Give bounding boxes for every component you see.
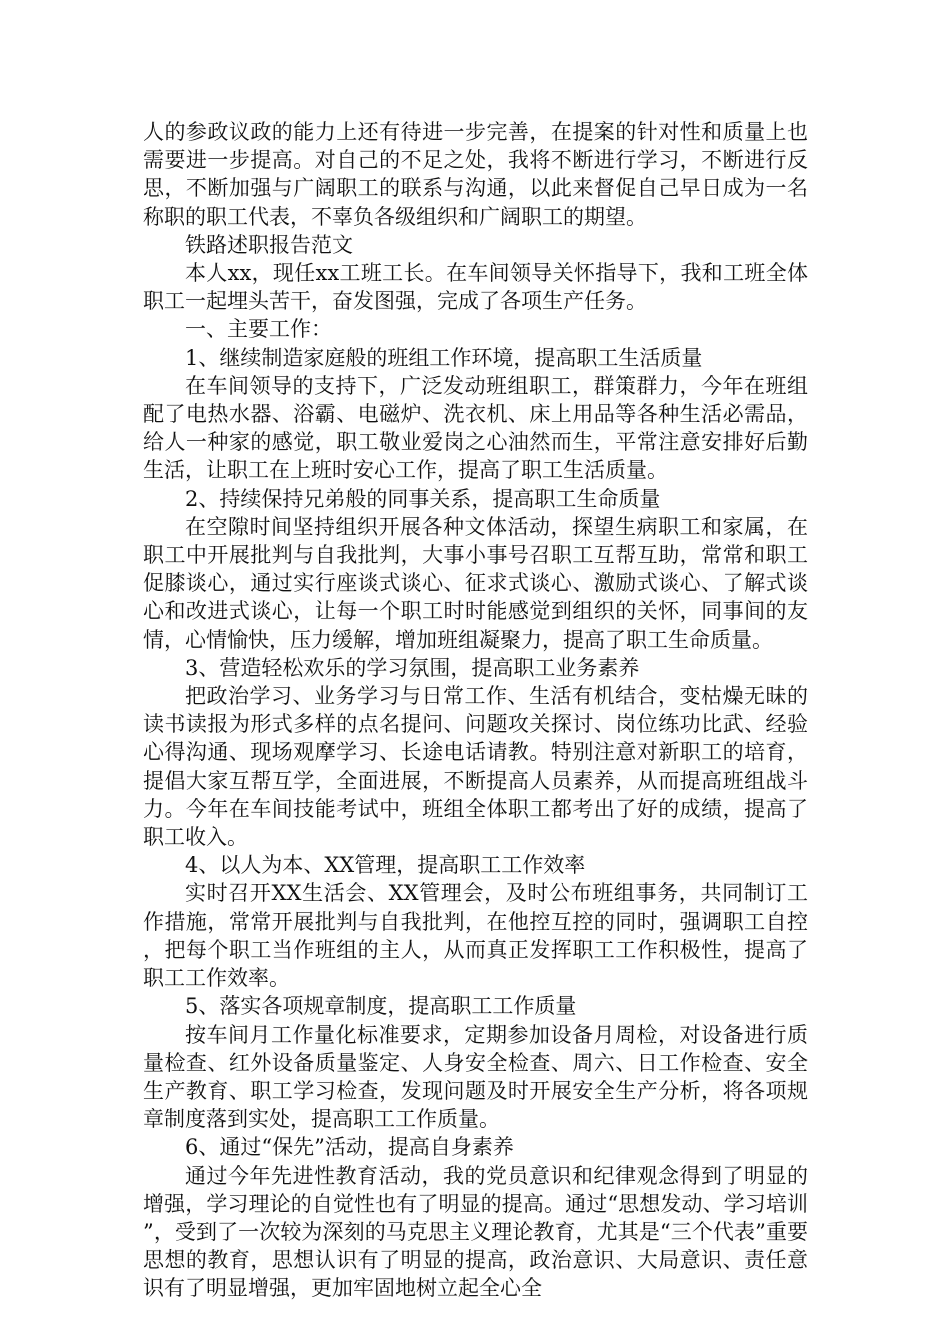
- paragraph: 本人xx，现任xx工班工长。在车间领导关怀指导下，我和工班全体职工一起埋头苦干，奋发图强，完成了各项生产任务。: [143, 261, 808, 314]
- paragraph: 通过今年先进性教育活动，我的党员意识和纪律观念得到了明显的增强，学习理论的自觉性也有了明显的提高。通过“思想发动、学习培训”，受到了一次较为深刻的马克思主义理论教育，尤其是“三个代表”重要思想的教育，思想认识有了明显的提高，政治意识、大局意识、责任意识有了明显增强，更加牢固地树立起全心全: [143, 1163, 808, 1301]
- paragraph: 5、落实各项规章制度，提高职工工作质量: [185, 994, 577, 1019]
- paragraph: 人的参政议政的能力上还有待进一步完善，在提案的针对性和质量上也需要进一步提高。对自己的不足之处，我将不断进行学习，不断进行反思，不断加强与广阔职工的联系与沟通，以此来督促自己早日成为一名称职的职工代表，不辜负各级组织和广阔职工的期望。: [143, 120, 808, 229]
- document-body: [143, 118, 808, 1303]
- paragraph: 1、继续制造家庭般的班组工作环境，提高职工生活质量: [185, 345, 703, 370]
- paragraph: 在车间领导的支持下，广泛发动班组职工，群策群力，今年在班组配了电热水器、浴霸、电磁炉、洗衣机、床上用品等各种生活必需品，给人一种家的感觉，职工敬业爱岗之心油然而生，平常注意安排好后勤生活，让职工在上班时安心工作，提高了职工生活质量。: [143, 373, 808, 483]
- paragraph: 4、以人为本、XX管理，提高职工工作效率: [185, 853, 586, 878]
- paragraph: 6、通过“保先”活动，提高自身素养: [185, 1135, 514, 1160]
- paragraph: 铁路述职报告范文: [185, 232, 353, 257]
- paragraph: 实时召开XX生活会、XX管理会，及时公布班组事务，共同制订工作措施，常常开展批判与自我批判，在他控互控的同时，强调职工自控，把每个职工当作班组的主人，从而真正发挥职工工作积极性，提高了职工工作效率。: [143, 881, 808, 991]
- paragraph: 2、持续保持兄弟般的同事关系，提高职工生命质量: [185, 486, 661, 511]
- paragraph: 在空隙时间坚持组织开展各种文体活动，探望生病职工和家属，在职工中开展批判与自我批判，大事小事号召职工互帮互助，常常和职工促膝谈心，通过实行座谈式谈心、征求式谈心、激励式谈心、了解式谈心和改进式谈心，让每一个职工时时能感觉到组织的关怀，同事间的友情，心情愉快，压力缓解，增加班组凝聚力，提高了职工生命质量。: [143, 514, 808, 652]
- paragraph: 一、主要工作：: [185, 317, 332, 342]
- paragraph: 3、营造轻松欢乐的学习氛围，提高职工业务素养: [185, 655, 640, 680]
- paragraph: 按车间月工作量化标准要求，定期参加设备月周检，对设备进行质量检查、红外设备质量鉴定、人身安全检查、周六、日工作检查、安全生产教育、职工学习检查，发现问题及时开展安全生产分析，将各项规章制度落到实处，提高职工工作质量。: [143, 1022, 808, 1132]
- paragraph: 把政治学习、业务学习与日常工作、生活有机结合，变枯燥无昧的读书读报为形式多样的点名提问、问题攻关探讨、岗位练功比武、经验心得沟通、现场观摩学习、长途电话请教。特别注意对新职工的培育，提倡大家互帮互学，全面进展，不断提高人员素养，从而提高班组战斗力。今年在车间技能考试中，班组全体职工都考出了好的成绩，提高了职工收入。: [143, 684, 808, 850]
